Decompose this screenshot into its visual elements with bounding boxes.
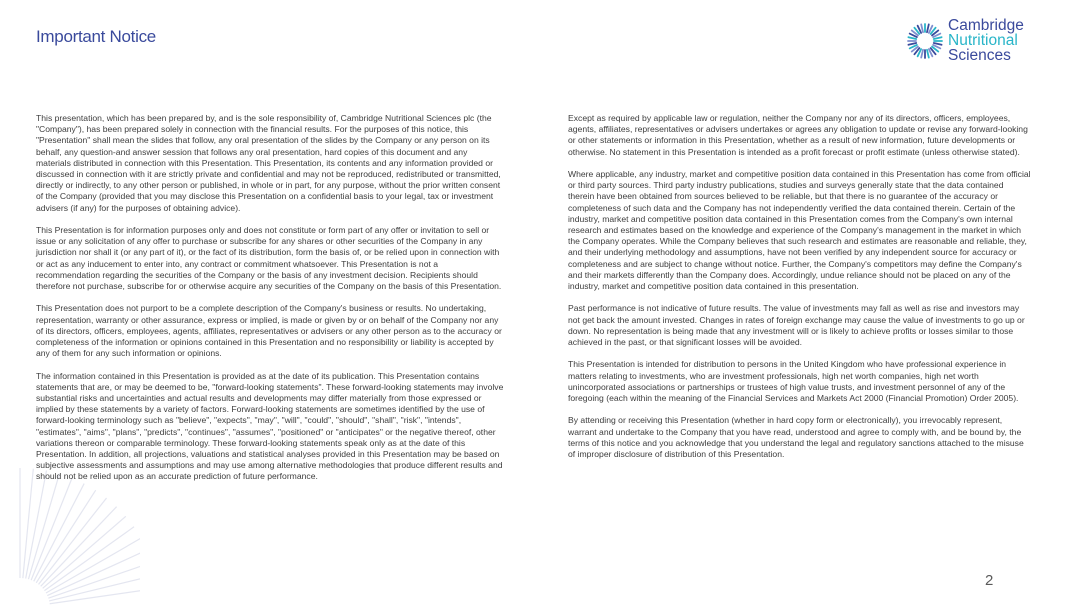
logo-burst-ray bbox=[921, 24, 923, 32]
logo-burst-ray bbox=[921, 50, 923, 58]
notice-paragraph: This Presentation is for information purposes only and does not constitute or form part of any offer or invitation to sell or issue or any solicitation of any offer to purchase or subscribe for any shares or other securities of the Company in any jurisdiction nor shall it (or any part of it), or the fact of its distribution, form the basis of, or be relied upon in connection with or act as any inducement to enter into, any contract or commitment whatsoever. This Presentation is not a recommendation regarding the securities of the Company or the basis of any investment decision. Recipients should therefore not purchase, subscribe for or otherwise acquire any securities of the Company on the basis of this Presentation. bbox=[36, 225, 502, 292]
logo-burst-ray bbox=[908, 37, 916, 39]
notice-paragraph: This Presentation is intended for distribution to persons in the United Kingdom who have professional experience in matters relating to investments, who are investment professionals, high net worth companies, high net worth unincorporated associations or partnerships or trustees of high value trusts, and investment personnel of any of the foregoing (each within the meaning of the Financial Services and Markets Act 2000 (Financial Promotion) Order 2005). bbox=[568, 359, 1019, 404]
background-ray bbox=[23, 469, 33, 579]
logo-burst-ray bbox=[927, 24, 929, 32]
logo-burst-ray bbox=[934, 43, 942, 45]
notice-paragraph: This Presentation does not purport to be a complete description of the Company's business or results. No undertaking, representation, warranty or other assurance, express or implied, is made or given by or on behalf of the Company nor any of its directors, officers, employees, agents, affiliates, representatives or advisers or any other person as to the accuracy or completeness of the information or opinions contained in this Presentation and no responsibility or liability is accepted by any of them for any such information or opinions. bbox=[36, 303, 502, 359]
logo-line-3: Sciences bbox=[948, 47, 1011, 64]
notice-paragraph: Except as required by applicable law or regulation, neither the Company nor any of its directors, officers, employees, agents, affiliates, representatives or advisers undertakes or agrees any obligation to update or revise any forward-looking or other statements or information in this Presentation, whether as a result of new information, future developments or otherwise. No statement in this Presentation is intended as a profit forecast or profit estimate (unless otherwise stated). bbox=[568, 113, 1028, 157]
notice-paragraph: Where applicable, any industry, market and competitive position data contained in this Presentation has come from official or third party sources. Third party industry publications, studies and surveys generally state that the data contained therein have been obtained from sources believed to be reliable, but that there is no guarantee of the accuracy or completeness of such data and the Company has not independently verified the data contained therein. Certain of the industry, market and competitive position data contained in this Presentation comes from the Company's own internal research and estimates based on the knowledge and experience of the Company's management in the market in which the Company operates. While the Company believes that such research and estimates are reasonable and reliable, they, and their underlying methodology and assumptions, have not been verified by any independent source for accuracy or completeness and are subject to change without notice. Further, the Company's competitors may define the Company's and their markets differently than the Company does. Accordingly, undue reliance should not be placed on any of the industry, market and competitive position data contained in this presentation. bbox=[568, 169, 1031, 292]
company-logo bbox=[906, 18, 1036, 66]
notice-paragraph: Past performance is not indicative of future results. The value of investments may fall as well as rise and investors may not get back the amount invested. Changes in rates of foreign exchange may cause the value of investments to go up or down. No representation is being made that any investment will or is likely to achieve profits or losses similar to those achieved in the past, or that significant losses will be avoided. bbox=[568, 303, 1025, 348]
background-ray bbox=[44, 527, 134, 591]
logo-burst-ray bbox=[934, 37, 942, 39]
notice-paragraph: This presentation, which has been prepared by, and is the sole responsibility of, Cambridge Nutritional Sciences plc (the "Company"), has been prepared solely in connection with the financial results. For the purposes of this notice, this "Presentation" shall mean the slides that follow, any oral presentation of the slides by the Company or any person on its behalf, any question-and answer session that follows any oral presentation, hard copies of this document and any materials distributed in connection with this Presentation. This Presentation, its contents and any information provided or discussed in connection with it are strictly private and confidential and may not be reproduced, redistributed or transmitted, directly or indirectly, to any other person or published, in whole or in part, for any purpose, without the prior written consent of the Company (provided that you may disclose this Presentation on a confidential basis to your legal, tax or investment advisers (if any) for the purposes of obtaining advice). bbox=[36, 113, 501, 213]
notice-right-column bbox=[568, 113, 1032, 471]
notice-paragraph: The information contained in this Presentation is provided as at the date of its publication. This Presentation contains statements that are, or may be deemed to be, "forward-looking statements". These forward-looking statements may involve substantial risks and uncertainties and actual results and developments may differ materially from those expressed or implied by these statements by a variety of factors. Forward-looking statements are sometimes identified by the use of forward-looking terminology such as "believe", "expects", "may", "will", "could", "should", "shall", "risk", "intends", "estimates", "aims", "plans", "predicts", "continues", "assumes", "positioned" or "anticipates" or the negative thereof, other variations thereon or comparable terminology. These forward-looking statements speak only as at the date of this Presentation. In addition, all projections, valuations and statistical analyses provided in this Presentation may be based on subjective assessments and assumptions and may use among alternative methodologies that produce different results and should not be relied upon as an accurate prediction of future performance. bbox=[36, 370, 504, 482]
logo-burst-ray bbox=[927, 50, 929, 58]
page-number: 2 bbox=[985, 572, 994, 589]
logo-line-1: Cambridge bbox=[948, 17, 1024, 34]
logo-wordmark bbox=[948, 18, 1024, 63]
logo-burst-ray bbox=[908, 43, 916, 45]
notice-paragraph: By attending or receiving this Presentation (whether in hard copy form or electronically), you irrevocably represent, warrant and undertake to the Company that you have read, understood and agree to comply with, and be bound by, the terms of this notice and you acknowledge that you understand the legal and regulatory sanctions attached to the misuse of improper disclosure of distribution of this Presentation. bbox=[568, 415, 1024, 460]
notice-left-column bbox=[36, 113, 504, 494]
page-title: Important Notice bbox=[36, 27, 156, 46]
logo-burst-icon bbox=[906, 22, 944, 60]
logo-line-2: Nutritional bbox=[948, 32, 1018, 49]
